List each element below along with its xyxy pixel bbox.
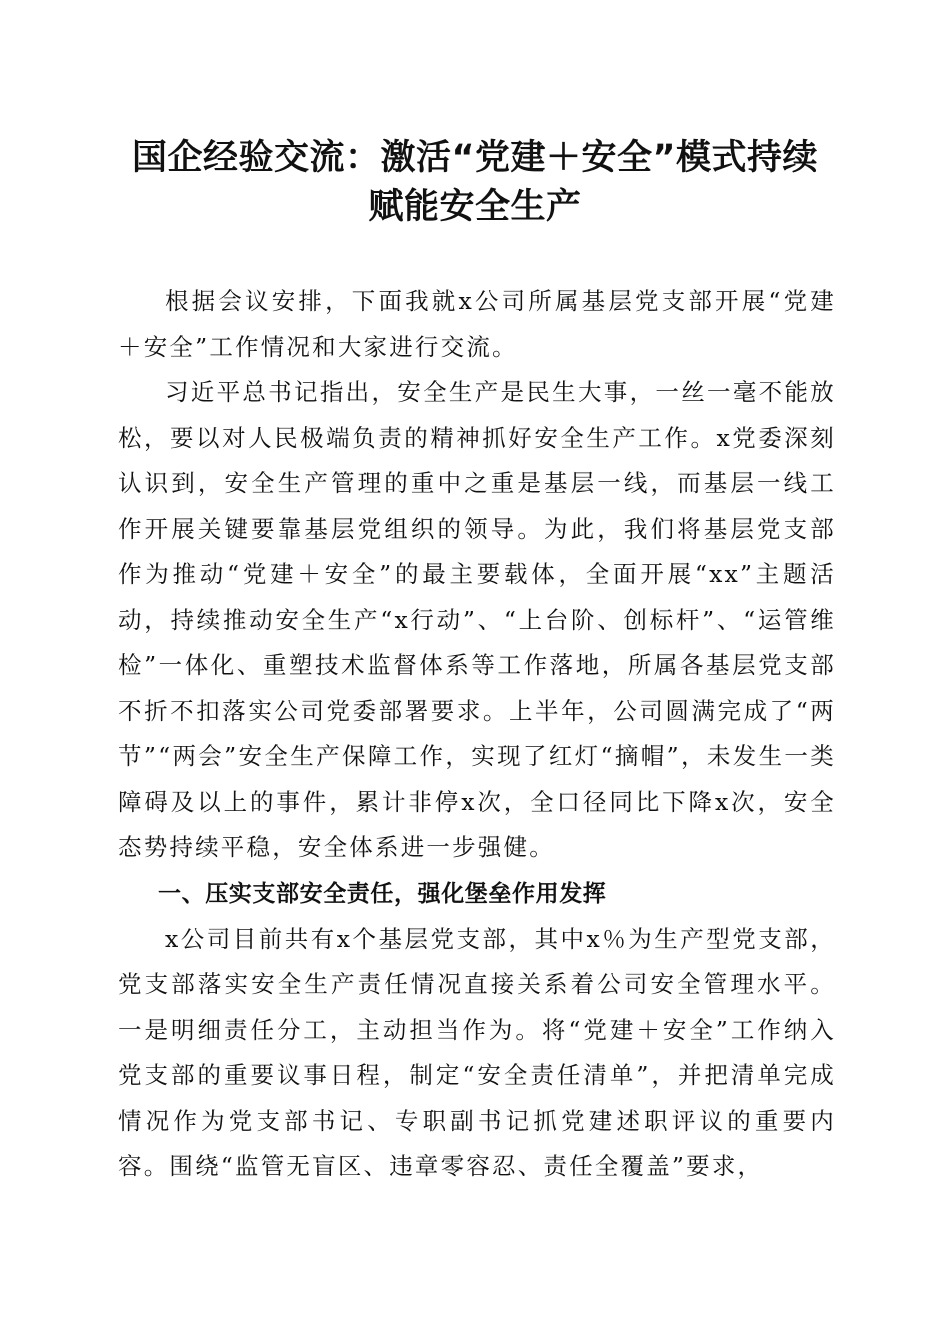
document-body xyxy=(118,279,836,1190)
title-line-1: 国企经验交流：激活“党建＋安全”模式持续 xyxy=(131,138,818,178)
section-1-heading: 一、压实支部安全责任，强化堡垒作用发挥 xyxy=(158,880,607,907)
document-title xyxy=(100,134,850,232)
background-paragraph: 习近平总书记指出，安全生产是民生大事，一丝一毫不能放松，要以对人民极端负责的精神抓好安全生产工作。x党委深刻认识到，安全生产管理的重中之重是基层一线，而基层一线工作开展关键要靠基层党组织的领导。为此，我们将基层党支部作为推动“党建＋安全”的最主要载体，全面开展“xx”主题活动，持续推动安全生产“x行动”、“上台阶、创标杆”、“运管维检”一体化、重塑技术监督体系等工作落地，所属各基层党支部不折不扣落实公司党委部署要求。上半年，公司圆满完成了“两节”“两会”安全生产保障工作，实现了红灯“摘帽”，未发生一类障碍及以上的事件，累计非停x次，全口径同比下降x次，安全态势持续平稳，安全体系进一步强健。 xyxy=(118,378,836,861)
intro-paragraph: 根据会议安排，下面我就x公司所属基层党支部开展“党建＋安全”工作情况和大家进行交流。 xyxy=(118,287,836,361)
section-1-paragraph: x公司目前共有x个基层党支部，其中x％为生产型党支部，党支部落实安全生产责任情况直接关系着公司安全管理水平。一是明细责任分工，主动担当作为。将“党建＋安全”工作纳入党支部的重要议事日程，制定“安全责任清单”，并把清单完成情况作为党支部书记、专职副书记抓党建述职评议的重要内容。围绕“监管无盲区、违章零容忍、责任全覆盖”要求， xyxy=(118,924,836,1180)
title-line-2: 赋能安全生产 xyxy=(368,187,582,227)
